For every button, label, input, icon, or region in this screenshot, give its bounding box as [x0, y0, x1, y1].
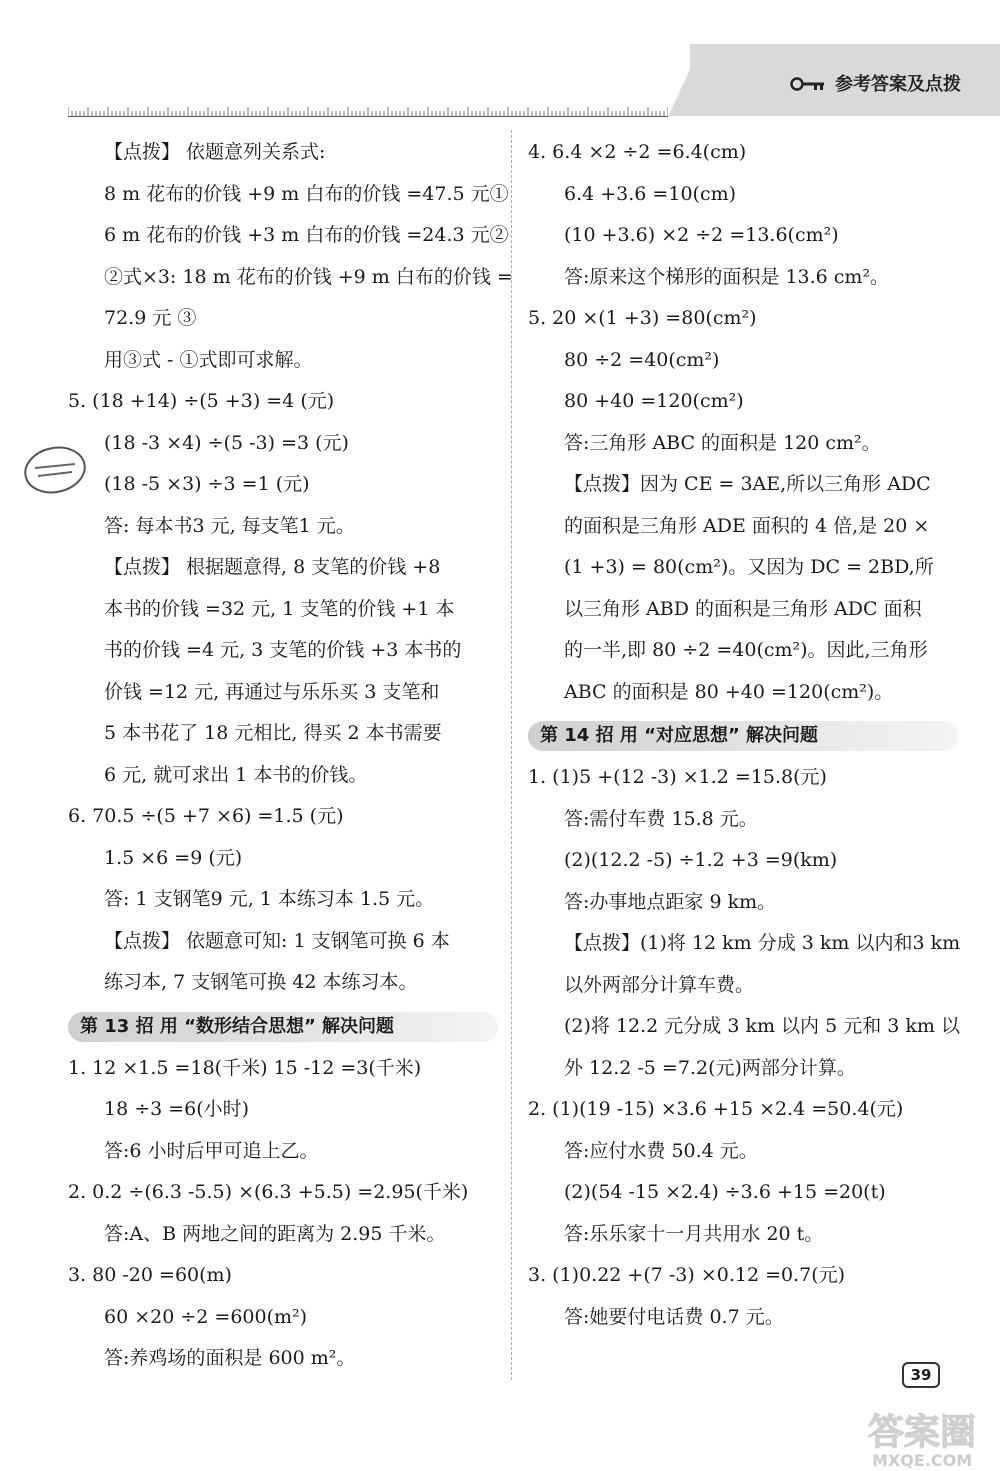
- text-line: 1. 12 ×1.5 =18(千米) 15 -12 =3(千米): [68, 1056, 422, 1079]
- text-line: 5. 20 ×(1 +3) =80(cm²): [528, 307, 757, 329]
- svg-text:答案圈: 答案圈: [868, 1412, 977, 1453]
- text-line: (18 -3 ×4) ÷(5 -3) =3 (元): [104, 431, 349, 454]
- text-line: 【点拨】因为 CE = 3AE,所以三角形 ADC: [564, 473, 931, 495]
- text-line: 6 m 花布的价钱 +3 m 白布的价钱 =24.3 元②: [104, 224, 509, 246]
- text-line: (2)(12.2 -5) ÷1.2 +3 =9(km): [564, 849, 838, 871]
- text-line: (2)将 12.2 元分成 3 km 以内 5 元和 3 km 以: [564, 1015, 960, 1037]
- text-line: 【点拨】(1)将 12 km 分成 3 km 以内和3 km: [564, 932, 961, 954]
- text-line: 3. (1)0.22 +(7 -3) ×0.12 =0.7(元): [528, 1264, 846, 1286]
- svg-text:MXQE.COM: MXQE.COM: [872, 1451, 973, 1470]
- section-heading: 第 13 招 用 “数形结合思想” 解决问题: [68, 1012, 498, 1042]
- text-line: 的一半,即 80 ÷2 =40(cm²)。因此,三角形: [564, 639, 928, 661]
- text-line: 2. 0.2 ÷(6.3 -5.5) ×(6.3 +5.5) =2.95(千米): [68, 1181, 469, 1203]
- text-line: 书的价钱 =4 元, 3 支笔的价钱 +3 本书的: [104, 639, 462, 661]
- text-line: 用③式 - ①式即可求解。: [104, 348, 313, 371]
- text-line: 答:6 小时后甲可追上乙。: [104, 1139, 319, 1162]
- watermark-logo: [860, 1392, 1000, 1471]
- section-heading: 第 14 招 用 “对应思想” 解决问题: [528, 721, 958, 751]
- text-line: 60 ×20 ÷2 =600(m²): [104, 1305, 308, 1328]
- text-line: 以三角形 ABD 的面积是三角形 ADC 面积: [564, 597, 922, 620]
- text-line: 【点拨】 依题意可知: 1 支钢笔可换 6 本: [104, 929, 450, 952]
- text-line: (2)(54 -15 ×2.4) ÷3.6 +15 =20(t): [564, 1181, 886, 1203]
- text-line: 答:乐乐家十一月共用水 20 t。: [564, 1222, 824, 1245]
- text-line: 答: 1 支钢笔9 元, 1 本练习本 1.5 元。: [104, 888, 435, 910]
- stamp-image: [20, 440, 90, 500]
- text-line: 答:应付水费 50.4 元。: [564, 1139, 758, 1162]
- text-line: 4. 6.4 ×2 ÷2 =6.4(cm): [528, 141, 747, 163]
- text-line: ②式×3: 18 m 花布的价钱 +9 m 白布的价钱 =: [104, 265, 513, 288]
- text-line: 【点拨】 依题意列关系式:: [104, 141, 326, 163]
- text-line: (10 +3.6) ×2 ÷2 =13.6(cm²): [564, 224, 839, 246]
- column-divider: [511, 130, 513, 1380]
- text-line: 以外两部分计算车费。: [564, 973, 755, 996]
- text-line: 6.4 +3.6 =10(cm): [564, 182, 737, 205]
- text-line: 80 ÷2 =40(cm²): [564, 348, 720, 371]
- text-line: 答:A、B 两地之间的距离为 2.95 千米。: [104, 1222, 446, 1245]
- text-line: 80 +40 =120(cm²): [564, 390, 744, 412]
- text-line: 答: 每本书3 元, 每支笔1 元。: [104, 514, 355, 537]
- text-line: 答:原来这个梯形的面积是 13.6 cm²。: [564, 265, 890, 288]
- left-column: [68, 132, 513, 1380]
- right-column: [528, 132, 961, 1338]
- text-line: 1.5 ×6 =9 (元): [104, 846, 243, 869]
- text-line: 5. (18 +14) ÷(5 +3) =4 (元): [68, 390, 335, 412]
- text-line: 价钱 =12 元, 再通过与乐乐买 3 支笔和: [104, 680, 440, 703]
- text-line: 答:需付车费 15.8 元。: [564, 807, 758, 830]
- text-line: 1. (1)5 +(12 -3) ×1.2 =15.8(元): [528, 766, 827, 788]
- text-line: 5 本书花了 18 元相比, 得买 2 本书需要: [104, 722, 442, 744]
- text-line: ABC 的面积是 80 +40 =120(cm²)。: [564, 680, 894, 703]
- text-line: (1 +3) = 80(cm²)。又因为 DC = 2BD,所: [564, 556, 934, 578]
- text-line: 答:她要付电话费 0.7 元。: [564, 1305, 784, 1328]
- text-line: 72.9 元 ③: [104, 307, 197, 329]
- text-line: 18 ÷3 =6(小时): [104, 1098, 250, 1120]
- text-line: 2. (1)(19 -15) ×3.6 +15 ×2.4 =50.4(元): [528, 1098, 904, 1120]
- text-line: 6 元, 就可求出 1 本书的价钱。: [104, 763, 368, 786]
- page-number: 39: [902, 1362, 940, 1388]
- text-line: 答:办事地点距家 9 km。: [564, 890, 777, 913]
- ruler-decoration: [68, 103, 668, 117]
- text-line: 外 12.2 -5 =7.2(元)两部分计算。: [564, 1056, 856, 1079]
- text-line: 6. 70.5 ÷(5 +7 ×6) =1.5 (元): [68, 805, 344, 827]
- header-title: 参考答案及点拨: [835, 74, 961, 95]
- key-icon: [790, 76, 830, 92]
- text-line: 【点拨】 根据题意得, 8 支笔的价钱 +8: [104, 556, 441, 578]
- text-line: 3. 80 -20 =60(m): [68, 1264, 232, 1286]
- text-line: 答:养鸡场的面积是 600 m²。: [104, 1347, 356, 1369]
- text-line: 本书的价钱 =32 元, 1 支笔的价钱 +1 本: [104, 597, 455, 620]
- text-line: 答:三角形 ABC 的面积是 120 cm²。: [564, 431, 881, 454]
- text-line: 8 m 花布的价钱 +9 m 白布的价钱 =47.5 元①: [104, 182, 509, 205]
- text-line: 练习本, 7 支钢笔可换 42 本练习本。: [104, 971, 418, 993]
- text-line: (18 -5 ×3) ÷3 =1 (元): [104, 473, 310, 495]
- text-line: 的面积是三角形 ADE 面积的 4 倍,是 20 ×: [564, 514, 930, 537]
